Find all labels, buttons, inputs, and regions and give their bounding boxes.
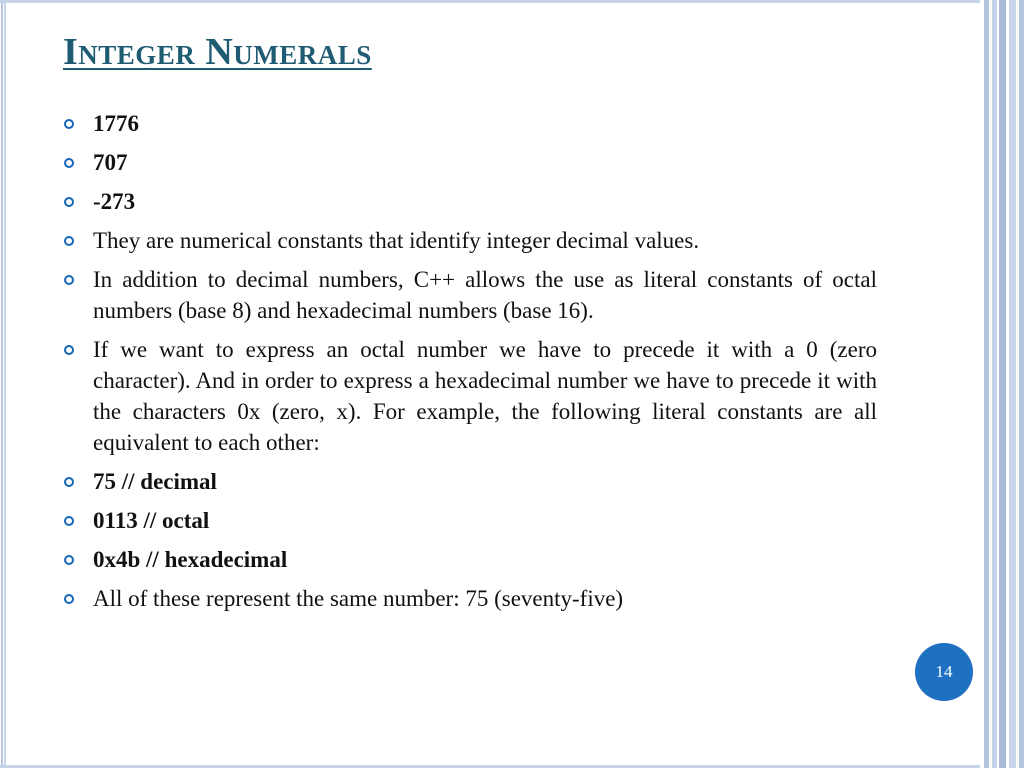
slide-title: Integer Numerals (63, 31, 372, 73)
list-item (62, 544, 877, 575)
bullet-icon (64, 555, 74, 565)
list-item (62, 466, 877, 497)
list-item (62, 505, 877, 536)
list-item (62, 334, 877, 458)
list-item-text: They are numerical constants that identify integer decimal values. (93, 228, 700, 253)
bullet-icon (64, 516, 74, 526)
bullet-icon (64, 158, 74, 168)
bullet-icon (64, 119, 74, 129)
frame-right-stripes (980, 0, 1024, 768)
bullet-icon (64, 345, 74, 355)
bullet-icon (64, 275, 74, 285)
page-number-badge (915, 643, 973, 701)
bullet-icon (64, 594, 74, 604)
list-item (62, 225, 877, 256)
list-item-text: 75 // decimal (93, 469, 217, 494)
page-number: 14 (935, 662, 953, 681)
list-item (62, 186, 877, 217)
list-item-text: In addition to decimal numbers, C++ allows the use as literal constants of octal numbers (base 8) and hexadecimal numbers (base 16). (93, 267, 877, 323)
list-item-text: All of these represent the same number: 75 (seventy-five) (93, 586, 624, 611)
bullet-list (62, 108, 877, 622)
list-item-text: -273 (93, 189, 136, 214)
list-item (62, 147, 877, 178)
list-item (62, 264, 877, 326)
bullet-icon (64, 197, 74, 207)
list-item (62, 108, 877, 139)
list-item-text: 1776 (93, 111, 139, 136)
frame-left-border (0, 0, 6, 768)
frame-top-border (0, 0, 1024, 3)
list-item-text: If we want to express an octal number we have to precede it with a 0 (zero character). And in order to express a hexadecimal number we have to precede it with the characters 0x (zero, x). For example, the following literal constants are all equivalent to each other: (93, 337, 877, 455)
bullet-icon (64, 477, 74, 487)
bullet-icon (64, 236, 74, 246)
list-item-text: 707 (93, 150, 128, 175)
list-item (62, 583, 877, 614)
list-item-text: 0113 // octal (93, 508, 210, 533)
list-item-text: 0x4b // hexadecimal (93, 547, 288, 572)
